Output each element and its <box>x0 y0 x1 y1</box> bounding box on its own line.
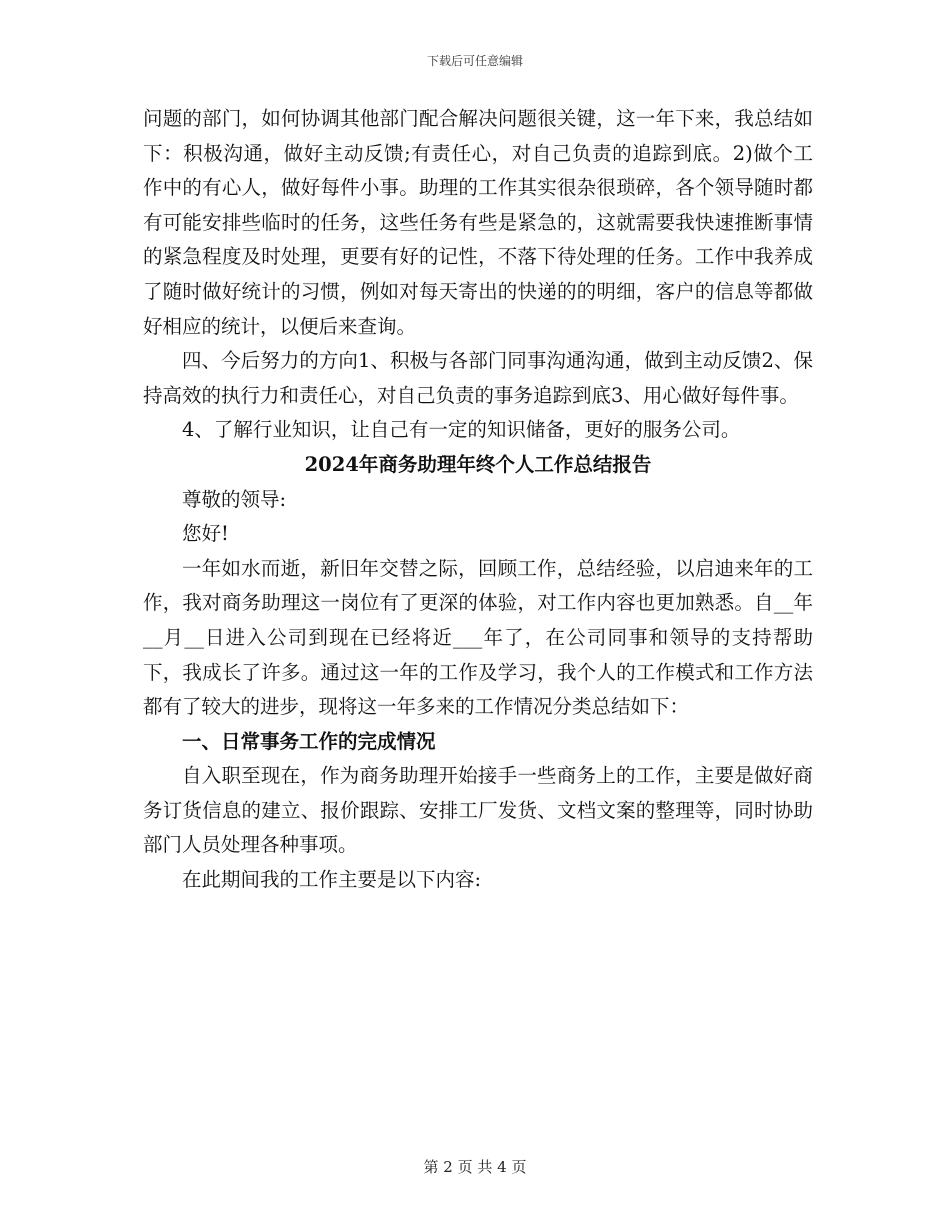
salutation: 尊敬的领导: <box>182 487 287 511</box>
document-title: 2024年商务助理年终个人工作总结报告 <box>304 452 652 476</box>
paragraph-industry-knowledge: 4、了解行业知识，让自己有一定的知识储备，更好的服务公司。 <box>182 418 741 442</box>
paragraph-continued: 问题的部门，如何协调其他部门配合解决问题很关键，这一年下来，我总结如下：积极沟通，做好主动反馈;有责任心，对自己负责的追踪到底。2)做个工作中的有心人，做好每件小事。助理的工作其实很杂很琐碎，各个领导随时都有可能安排些临时的任务，这些任务有些是紧急的，这就需要我快速推断事情的紧急程度及时处理，更要有好的记性，不落下待处理的任务。工作中我养成了随时做好统计的习惯，例如对每天寄出的快递的的明细，客户的信息等都做好相应的统计，以便后来查询。 <box>143 107 813 338</box>
page-header: 下载后可任意编辑 <box>426 54 523 68</box>
document-body <box>143 102 813 898</box>
paragraph-duties: 自入职至现在，作为商务助理开始接手一些商务上的工作，主要是做好商务订货信息的建立、报价跟踪、安排工厂发货、文档文案的整理等，同时协助部门人员处理各种事项。 <box>143 764 813 857</box>
section-heading: 一、日常事务工作的完成情况 <box>182 729 436 753</box>
paragraph-future-direction: 四、今后努力的方向1、积极与各部门同事沟通沟通，做到主动反馈2、保持高效的执行力和责任心，对自己负责的事务追踪到底3、用心做好每件事。 <box>143 349 813 407</box>
paragraph-work-content: 在此期间我的工作主要是以下内容: <box>182 868 482 892</box>
paragraph-intro: 一年如水而逝，新旧年交替之际，回顾工作，总结经验，以启迪来年的工作，我对商务助理这一岗位有了更深的体验，对工作内容也更加熟悉。自__年__月__日进入公司到现在已经将近___年了，在公司同事和领导的支持帮助下，我成长了许多。通过这一年的工作及学习，我个人的工作模式和工作方法都有了较大的进步，现将这一年多来的工作情况分类总结如下： <box>143 556 813 719</box>
greeting: 您好! <box>182 522 229 546</box>
page-number: 第 2 页 共 4 页 <box>423 1158 527 1176</box>
